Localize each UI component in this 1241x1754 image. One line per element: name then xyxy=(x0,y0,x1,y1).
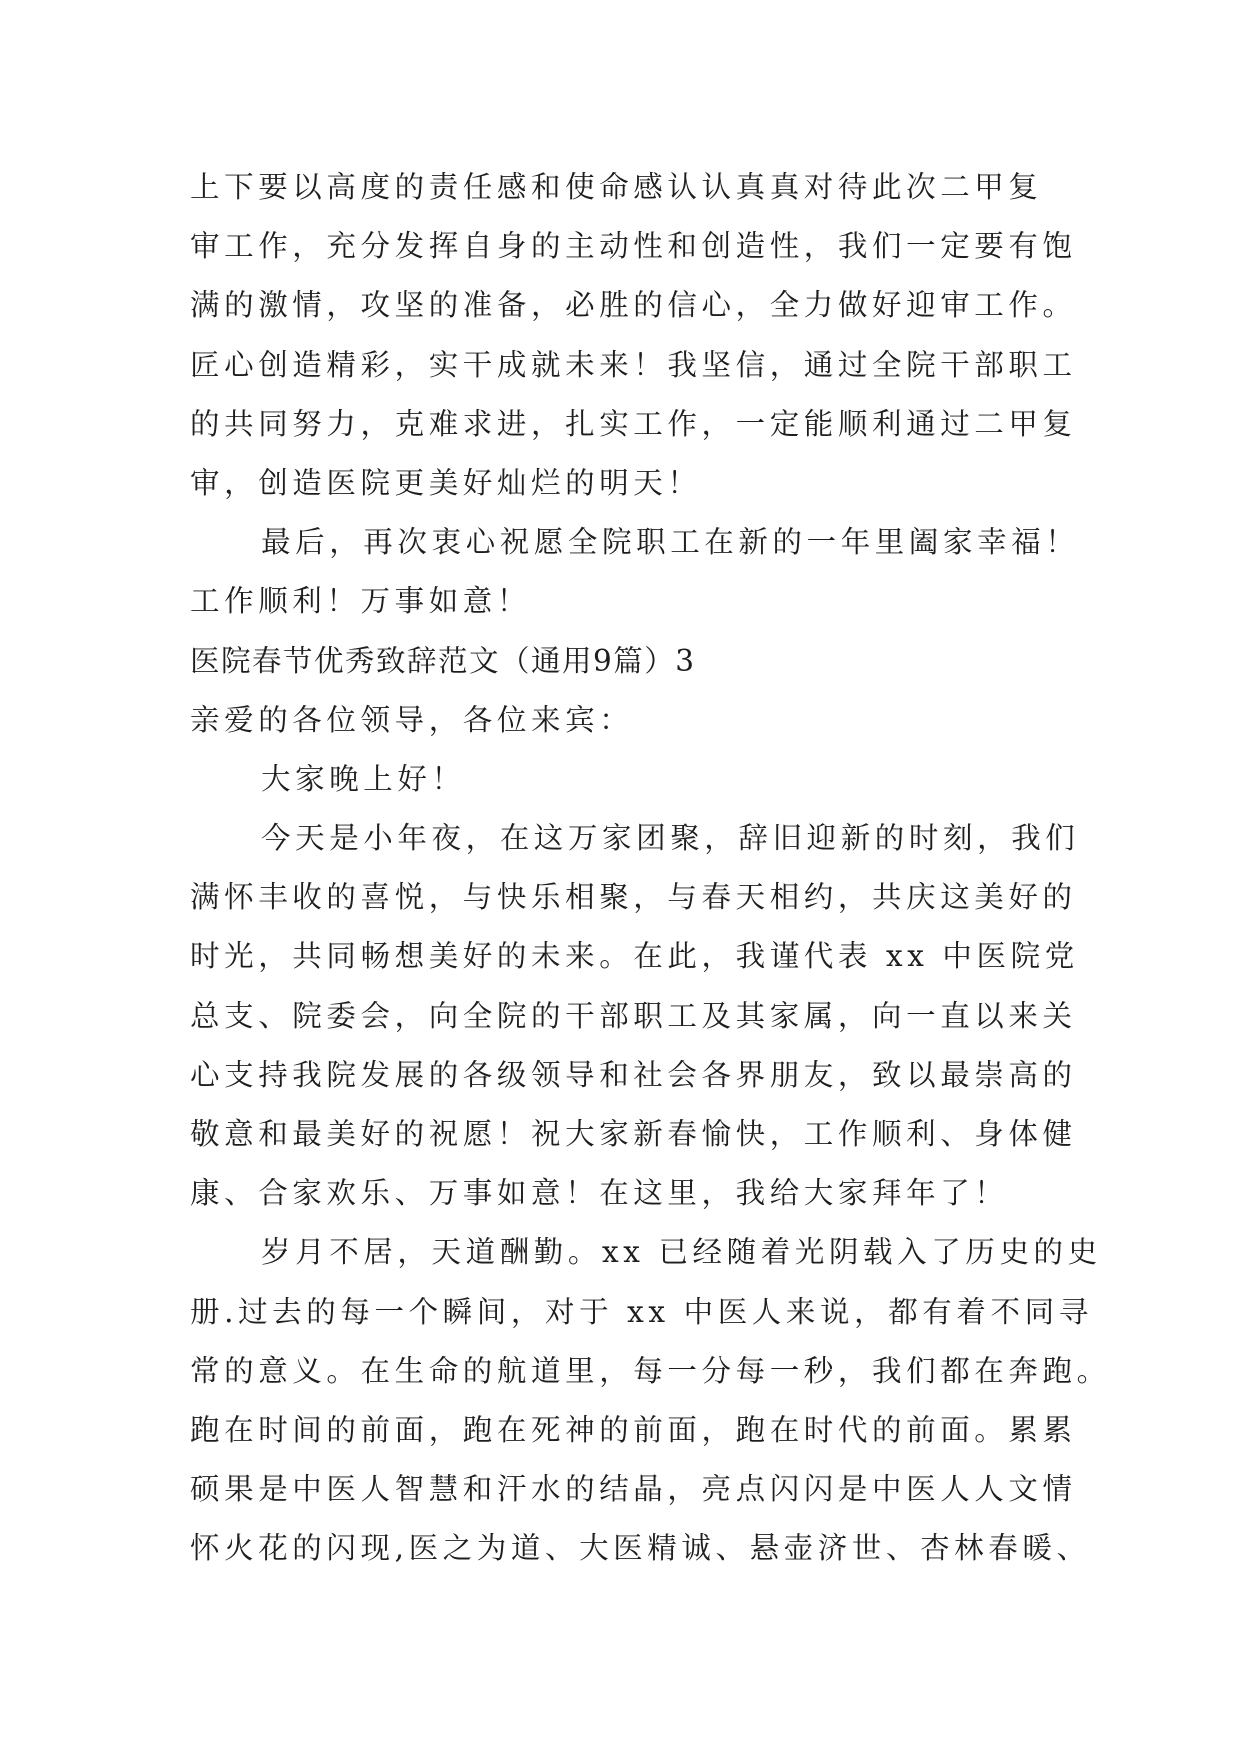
paragraph-line: 总支、院委会，向全院的干部职工及其家属，向一直以来关 xyxy=(190,998,1077,1033)
paragraph-line: 康、合家欢乐、万事如意！在这里，我给大家拜年了！ xyxy=(190,1176,1009,1211)
salutation: 亲爱的各位领导，各位来宾： xyxy=(190,702,634,737)
paragraph-line: 今天是小年夜，在这万家团聚，辞旧迎新的时刻，我们 xyxy=(261,821,1080,856)
paragraph-line: 硕果是中医人智慧和汗水的结晶，亮点闪闪是中医人人文情 xyxy=(190,1472,1077,1507)
greeting: 大家晚上好！ xyxy=(261,761,466,796)
paragraph-line: 工作顺利！万事如意！ xyxy=(190,584,532,619)
paragraph-line: 审工作，充分发挥自身的主动性和创造性，我们一定要有饱 xyxy=(190,229,1077,264)
paragraph-line: 跑在时间的前面，跑在死神的前面，跑在时代的前面。累累 xyxy=(190,1412,1077,1447)
document-body xyxy=(190,158,1111,1579)
years-paragraph xyxy=(190,1223,1111,1578)
continuation-paragraph xyxy=(190,158,1077,513)
paragraph-line: 审，创造医院更美好灿烂的明天！ xyxy=(190,465,702,500)
paragraph-line: 满的激情，攻坚的准备，必胜的信心，全力做好迎审工作。 xyxy=(190,288,1077,323)
closing-paragraph xyxy=(190,513,1080,631)
paragraph-line: 敬意和最美好的祝愿！祝大家新春愉快，工作顺利、身体健 xyxy=(190,1117,1077,1151)
paragraph-line: 常的意义。在生命的航道里，每一分每一秒，我们都在奔跑。 xyxy=(190,1353,1111,1388)
paragraph-line: 册.过去的每一个瞬间，对于 xx 中医人来说，都有着不同寻 xyxy=(190,1294,1093,1329)
paragraph-line: 的共同努力，克难求进，扎实工作，一定能顺利通过二甲复 xyxy=(190,406,1077,441)
paragraph-line: 匠心创造精彩，实干成就未来！我坚信，通过全院干部职工 xyxy=(190,347,1077,382)
paragraph-line: 岁月不居，天道酬勤。xx 已经随着光阴载入了历史的史 xyxy=(261,1235,1102,1270)
paragraph-line: 怀火花的闪现,医之为道、大医精诚、悬壶济世、杏林春暖、 xyxy=(190,1531,1091,1566)
paragraph-line: 满怀丰收的喜悦，与快乐相聚，与春天相约，共庆这美好的 xyxy=(190,880,1077,915)
paragraph-line: 最后，再次衷心祝愿全院职工在新的一年里阖家幸福！ xyxy=(261,525,1080,560)
paragraph-line: 时光，共同畅想美好的未来。在此，我谨代表 xx 中医院党 xyxy=(190,939,1079,974)
section-title: 医院春节优秀致辞范文（通用9篇）3 xyxy=(190,643,696,678)
paragraph-line: 上下要以高度的责任感和使命感认认真真对待此次二甲复 xyxy=(190,170,1043,204)
intro-paragraph xyxy=(190,809,1080,1223)
paragraph-line: 心支持我院发展的各级领导和社会各界朋友，致以最崇高的 xyxy=(190,1057,1077,1092)
